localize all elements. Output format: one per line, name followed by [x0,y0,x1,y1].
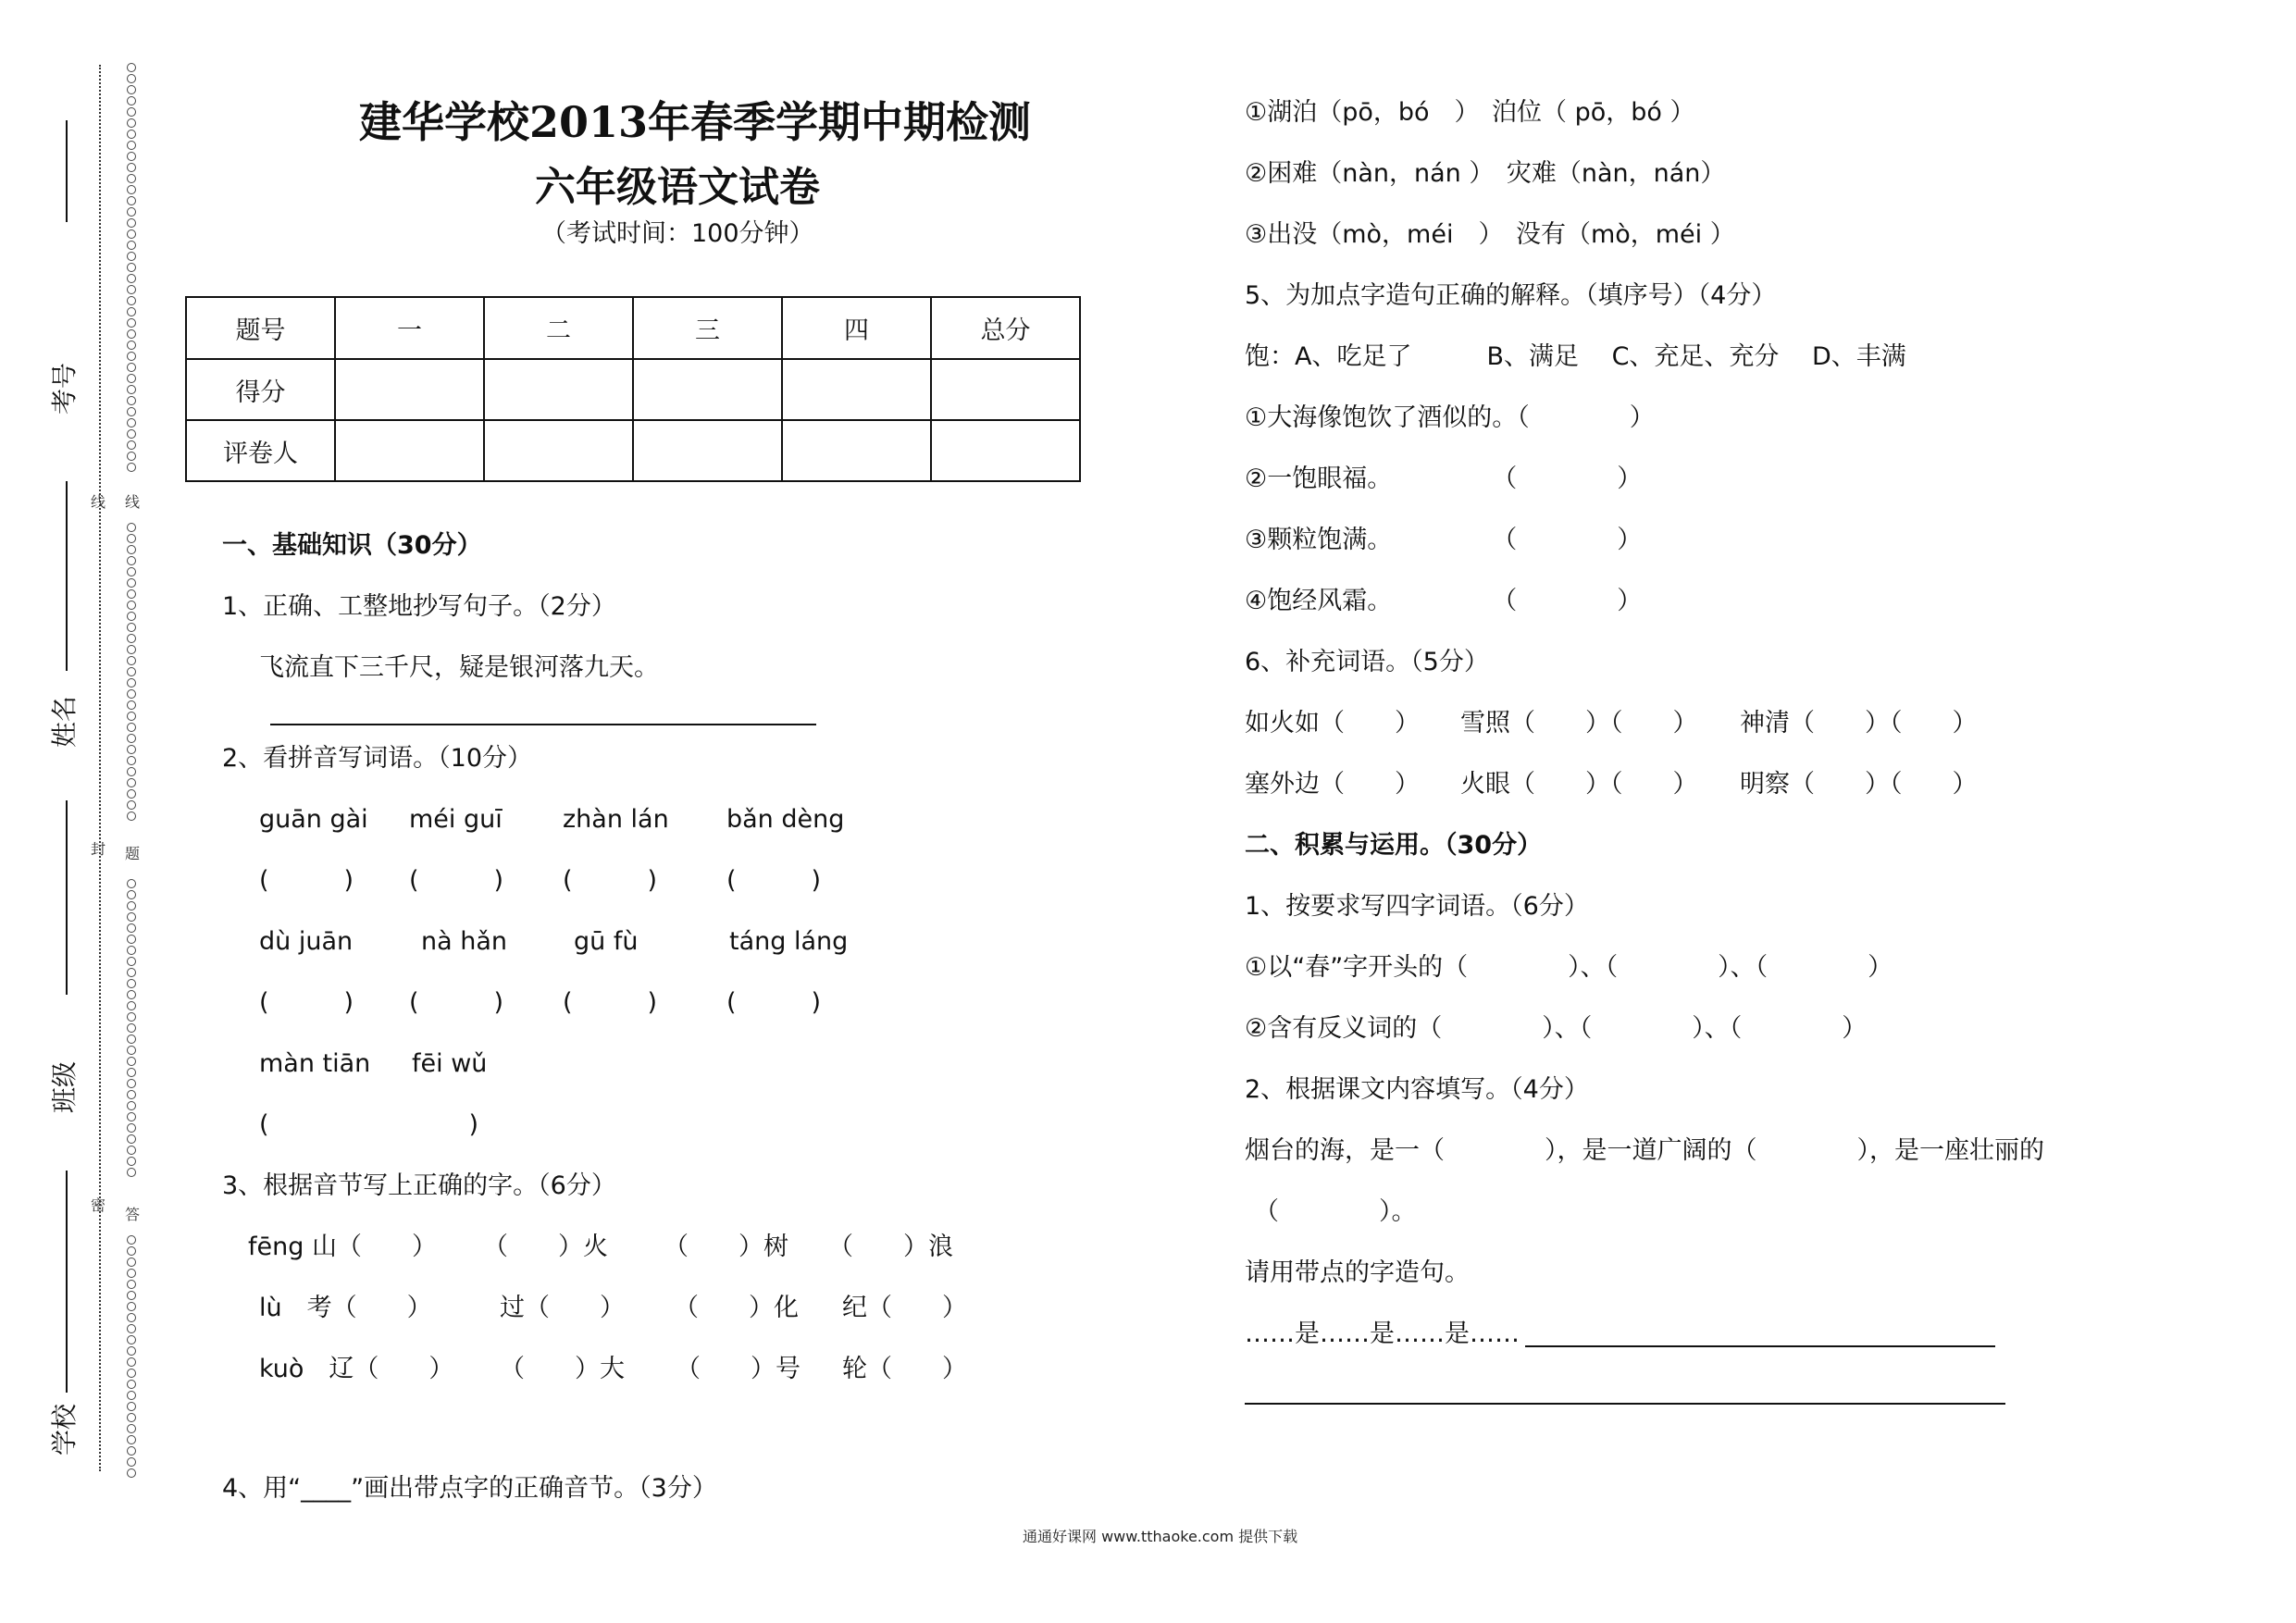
seal-circle [127,1246,136,1256]
class-label: 班级 [49,1060,81,1114]
seal-circle [127,946,136,955]
name-label: 姓名 [49,695,81,749]
seal-circles-3 [126,879,139,1184]
q6-item[interactable]: 雪照（ ）（ ） [1460,709,1698,737]
seal-circle [127,1123,136,1133]
seal-circle [127,1291,136,1300]
seal-circle [127,767,136,776]
pinyin: bǎn dèng [726,805,845,834]
seal-circle [127,285,136,294]
seal-circle [127,1435,136,1444]
seal-circle [127,96,136,105]
seal-circles-1 [126,63,139,479]
seal-circle [127,141,136,150]
seal-circle [127,890,136,899]
seal-circle [127,1313,136,1322]
q3-item[interactable]: （ ）树 [664,1233,788,1261]
seal-circle [127,901,136,911]
seal-circle [127,185,136,194]
seal-circle [127,418,136,427]
q3-item[interactable]: 轮（ ） [842,1355,967,1383]
seal-circle [127,1012,136,1022]
seal-circle [127,601,136,610]
table-header-cell: 题号 [186,297,335,359]
seal-circle [127,1235,136,1245]
s2-q2-line4: ……是……是……是…… [1245,1319,1520,1348]
seal-circle [127,440,136,450]
binding-dotted-line [99,65,101,1471]
seal-mark-1: 线 [91,493,106,511]
section1-heading: 一、基础知识（30分） [222,531,482,560]
seal-circle [127,1357,136,1367]
seal-circles-4 [126,1235,139,1481]
seal-circle [127,523,136,532]
q6-item[interactable]: 塞外边（ ） [1245,770,1420,799]
table-header-cell: 三 [633,297,782,359]
answer-paren[interactable]: ( ) [259,988,354,1017]
q6-item[interactable]: 神清（ ）（ ） [1740,709,1978,737]
seal-circle [127,252,136,261]
pinyin: nà hǎn [421,927,508,956]
seal-circle [127,1157,136,1166]
seal-circle [127,667,136,676]
q1-text: 1、正确、工整地抄写句子。（2分） [222,592,616,621]
seal-circle [127,912,136,922]
table-row [186,359,1080,420]
answer-paren-long[interactable]: ( ) [259,1110,479,1139]
seal-circle [127,923,136,933]
binding-line-1 [66,481,68,671]
seal-circle [127,329,136,339]
seal-circle [127,207,136,217]
seal-circle [127,1380,136,1389]
seal-circle [127,1101,136,1110]
q1-answer-line[interactable] [270,724,816,725]
seal-circle [127,130,136,139]
seal-circle [127,163,136,172]
seal-circle [127,1424,136,1433]
seal-circle [127,968,136,977]
pinyin: táng láng [729,927,849,956]
grader-cell[interactable] [782,420,931,481]
seal-circle [127,307,136,316]
table-header-row [186,297,1080,359]
seal-circle [127,812,136,821]
score-cell[interactable] [335,359,484,420]
seal-circle [127,196,136,205]
exam-number-label: 考号 [49,362,81,415]
q3-item[interactable]: kuò 辽（ ） [259,1355,454,1383]
seal-circle [127,879,136,888]
seal-circle [127,800,136,810]
grader-cell[interactable] [335,420,484,481]
seal-circle [127,712,136,721]
answer-paren[interactable]: ( ) [563,988,658,1017]
q3-item[interactable]: （ ）火 [483,1233,608,1261]
seal-circle [127,556,136,565]
seal-circles-2 [126,523,139,828]
s2-q2-line2[interactable]: （ ）。 [1254,1197,1417,1226]
seal-circle [127,1280,136,1289]
s2-q2-text: 2、根据课文内容填写。（4分） [1245,1075,1589,1104]
seal-circle [127,396,136,405]
seal-circle [127,1324,136,1333]
seal-circle [127,463,136,472]
seal-circle [127,723,136,732]
seal-circle [127,118,136,128]
seal-circle [127,152,136,161]
q5-item[interactable]: ②一饱眼福。 （ ） [1245,465,1643,493]
seal-circle [127,63,136,72]
seal-circle [127,1112,136,1121]
q1-sentence: 飞流直下三千尺，疑是银河落九天。 [259,653,659,682]
grader-cell[interactable] [931,420,1080,481]
seal-mark-3: 密 [91,1196,106,1214]
q4-item[interactable]: ③出没（mò，méi ） 没有（mò，méi ） [1245,220,1735,249]
binding-line-top [66,120,68,222]
q6-item[interactable]: 火眼（ ）（ ） [1460,770,1698,799]
seal-circle [127,1446,136,1456]
q3-text: 3、根据音节写上正确的字。（6分） [222,1171,616,1200]
seal-circle [127,218,136,228]
binding-line-3 [66,1171,68,1393]
q5-item[interactable]: ①大海像饱饮了酒似的。（ ） [1245,403,1655,432]
seal-circle [127,1391,136,1400]
footer-credit: 通通好课网 www.tthaoke.com 提供下载 [1023,1528,1298,1545]
seal-circle [127,656,136,665]
score-cell[interactable] [782,359,931,420]
exam-subtitle: 六年级语文试卷 [535,164,820,211]
seal-circle [127,634,136,643]
q3-item[interactable]: （ ）大 [500,1355,625,1383]
seal-circle [127,589,136,599]
seal-circle [127,1134,136,1144]
seal-circle [127,789,136,799]
seal-circle [127,745,136,754]
seal-circle [127,341,136,350]
seal-circle [127,296,136,305]
seal-circle [127,678,136,688]
school-label: 学校 [49,1403,81,1456]
seal-circle [127,957,136,966]
seal-circle [127,407,136,416]
seal-circle [127,1079,136,1088]
row-label: 得分 [186,359,335,420]
seal-circle [127,778,136,787]
pinyin: fēi wǔ [412,1049,488,1078]
answer-paren[interactable]: ( ) [563,866,658,895]
seal-circle [127,567,136,576]
seal-circle [127,1413,136,1422]
seal-circle [127,1258,136,1267]
seal-circle [127,429,136,439]
q4-item[interactable]: ②困难（nàn，nán ） 灾难（nàn，nán） [1245,159,1726,188]
seal-circle [127,385,136,394]
seal-circle [127,107,136,117]
exam-time: （考试时间：100分钟） [541,219,814,248]
q3-item[interactable]: fēng 山（ ） [248,1233,437,1261]
pinyin: méi guī [409,805,503,834]
seal-circle [127,352,136,361]
seal-circle [127,452,136,461]
seal-circle [127,578,136,588]
seal-circle [127,229,136,239]
seal-circle [127,274,136,283]
score-table [185,296,1081,482]
seal-circle [127,1346,136,1356]
seal-mark-right-2: 题 [125,845,141,862]
answer-paren[interactable]: ( ) [726,988,822,1017]
seal-circle [127,1057,136,1066]
sentence-answer-line-1[interactable] [1525,1345,1995,1347]
pinyin: dù juān [259,927,354,956]
sentence-answer-line-2[interactable] [1245,1403,2005,1405]
seal-circle [127,689,136,699]
seal-mark-right-1: 线 [125,493,141,511]
seal-circle [127,935,136,944]
q5-options: 饱：A、吃足了 B、满足 C、充足、充分 D、丰满 [1245,342,1906,371]
score-cell[interactable] [484,359,633,420]
seal-circle [127,979,136,988]
s2-q1-b[interactable]: ②含有反义词的（ ）、（ ）、（ ） [1245,1014,1868,1043]
row-label: 评卷人 [186,420,335,481]
q3-item[interactable]: 纪（ ） [842,1294,967,1322]
pinyin: gū fù [574,927,639,956]
seal-circle [127,1402,136,1411]
seal-circle [127,1269,136,1278]
table-row [186,420,1080,481]
table-header-cell: 总分 [931,297,1080,359]
seal-circle [127,241,136,250]
q5-item[interactable]: ③颗粒饱满。 （ ） [1245,526,1643,554]
q4-item[interactable]: ①湖泊（pō，bó ） 泊位（ pō，bó ） [1245,98,1695,127]
score-cell[interactable] [633,359,782,420]
seal-circle [127,700,136,710]
s2-q1-a[interactable]: ①以“春”字开头的（ ）、（ ）、（ ） [1245,953,1893,982]
seal-circle [127,263,136,272]
seal-circle [127,318,136,328]
seal-circle [127,1035,136,1044]
seal-mark-right-3: 答 [125,1206,141,1223]
answer-paren[interactable]: ( ) [726,866,822,895]
q4-text: 4、用“____”画出带点字的正确音节。（3分） [222,1474,717,1503]
seal-circle [127,1302,136,1311]
seal-circle [127,645,136,654]
seal-circle [127,1369,136,1378]
seal-circle [127,1023,136,1033]
pinyin: guān gài [259,805,368,834]
seal-circle [127,1468,136,1478]
seal-circle [127,1457,136,1467]
q5-text: 5、为加点字造句正确的解释。（填序号）（4分） [1245,281,1777,310]
seal-circle [127,734,136,743]
seal-circle [127,74,136,83]
seal-circle [127,1090,136,1099]
seal-circle [127,623,136,632]
s2-q2-line3: 请用带点的字造句。 [1245,1258,1470,1287]
table-header-cell: 一 [335,297,484,359]
section2-heading: 二、积累与运用。（30分） [1245,831,1543,860]
table-header-cell: 四 [782,297,931,359]
seal-circle [127,612,136,621]
seal-circle [127,1068,136,1077]
seal-circle [127,374,136,383]
q3-item[interactable]: lù 考（ ） [259,1294,432,1322]
seal-circle [127,1001,136,1010]
answer-paren[interactable]: ( ) [409,988,504,1017]
s2-q1-text: 1、按要求写四字词语。（6分） [1245,892,1589,921]
q3-item[interactable]: 过（ ） [500,1294,625,1322]
answer-paren[interactable]: ( ) [409,866,504,895]
q3-item[interactable]: （ ）浪 [828,1233,953,1261]
seal-circle [127,174,136,183]
q6-text: 6、补充词语。（5分） [1245,648,1489,676]
q3-item[interactable]: （ ）号 [676,1355,800,1383]
seal-circle [127,1168,136,1177]
grader-cell[interactable] [484,420,633,481]
seal-circle [127,363,136,372]
q3-item[interactable]: （ ）化 [674,1294,799,1322]
answer-paren[interactable]: ( ) [259,866,354,895]
seal-circle [127,990,136,999]
seal-circle [127,1046,136,1055]
q2-text: 2、看拼音写词语。（10分） [222,744,533,773]
q6-item[interactable]: 如火如（ ） [1245,709,1420,737]
grader-cell[interactable] [633,420,782,481]
table-header-cell: 二 [484,297,633,359]
seal-circle [127,534,136,543]
seal-circle [127,1146,136,1155]
pinyin: màn tiān [259,1049,371,1078]
pinyin: zhàn lán [563,805,669,834]
seal-circle [127,756,136,765]
q6-item[interactable]: 明察（ ）（ ） [1740,770,1978,799]
q5-item[interactable]: ④饱经风霜。 （ ） [1245,587,1643,615]
seal-circle [127,85,136,94]
exam-title: 建华学校2013年春季学期中期检测 [359,97,1032,147]
seal-circle [127,545,136,554]
binding-line-2 [66,800,68,995]
score-cell[interactable] [931,359,1080,420]
s2-q2-line1[interactable]: 烟台的海，是一（ ），是一道广阔的（ ），是一座壮丽的 [1245,1136,2044,1165]
seal-mark-2: 封 [91,840,106,858]
seal-circle [127,1335,136,1344]
